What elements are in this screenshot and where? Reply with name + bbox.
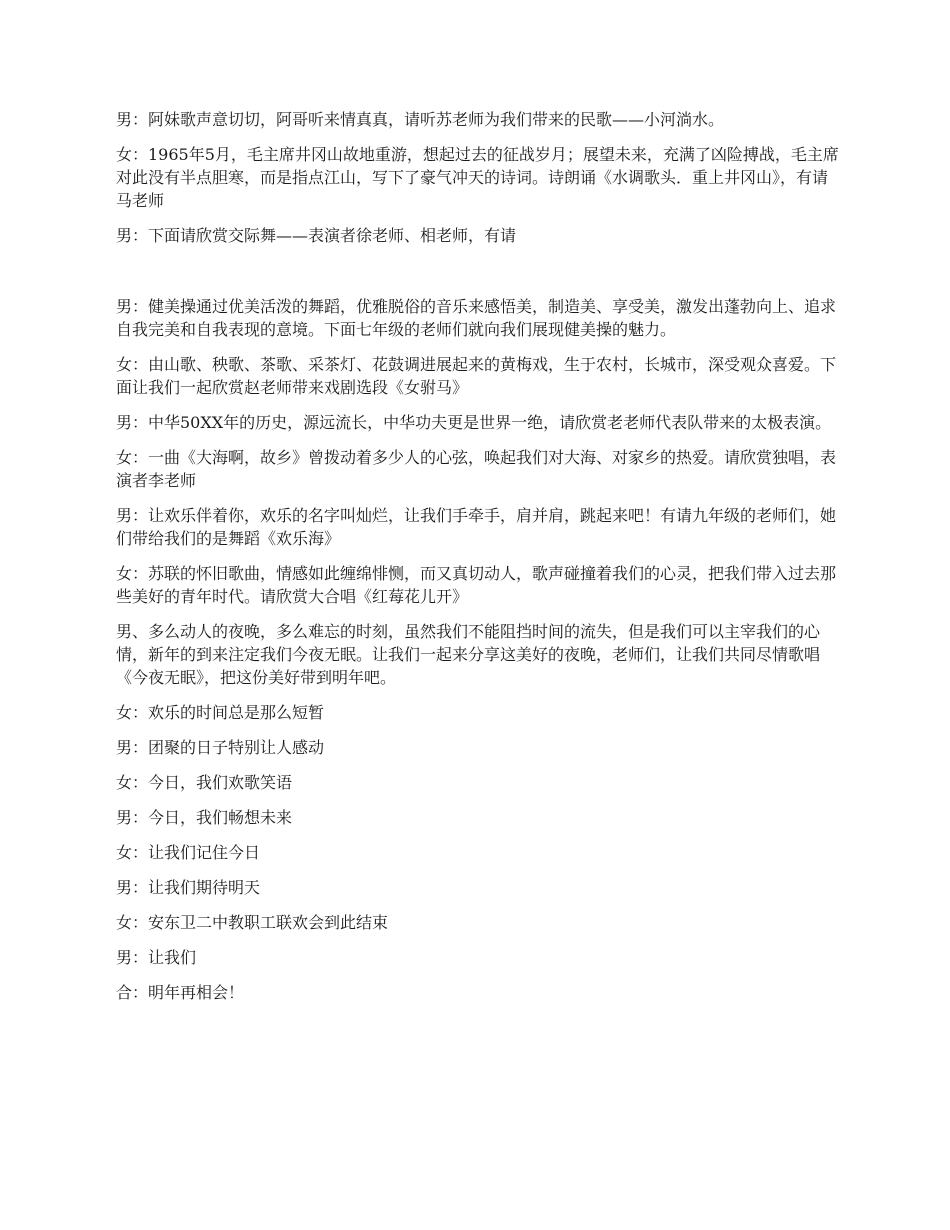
paragraph: 女：欢乐的时间总是那么短暂 (116, 703, 325, 722)
paragraph: 男：今日，我们畅想未来 (116, 808, 293, 827)
paragraph: 男、多么动人的夜晚，多么难忘的时刻，虽然我们不能阻挡时间的流失，但是我们可以主宰我们的心情，新年的到来注定我们今夜无眠。让我们一起来分享这美好的夜晚，老师们，让我们共同尽情歌唱《今夜无眠》，把这份美好带到明年吧。 (116, 622, 821, 687)
paragraph: 女：一曲《大海啊，故乡》曾拨动着多少人的心弦，唤起我们对大海、对家乡的热爱。请欣赏独唱，表演者李老师 (116, 448, 837, 490)
paragraph: 女：1965年5月，毛主席井冈山故地重游，想起过去的征战岁月；展望未来，充满了凶险搏战，毛主席对此没有半点胆寒，而是指点江山，写下了豪气冲天的诗词。诗朗诵《水调歌头．重上井冈山》，有请马老师 (116, 145, 839, 210)
paragraph: 男：健美操通过优美活泼的舞蹈，优雅脱俗的音乐来感悟美，制造美、享受美，激发出蓬勃向上、追求自我完美和自我表现的意境。下面七年级的老师们就向我们展现健美操的魅力。 (116, 297, 837, 339)
document-body (116, 108, 840, 1016)
paragraph: 女：苏联的怀旧歌曲，情感如此缠绵悱恻，而又真切动人，歌声碰撞着我们的心灵，把我们带入过去那些美好的青年时代。请欣赏大合唱《红莓花儿开》 (116, 564, 837, 606)
paragraph: 男：团聚的日子特别让人感动 (116, 738, 325, 757)
paragraph: 合：明年再相会！ (116, 983, 245, 1002)
paragraph: 男：阿妹歌声意切切，阿哥听来情真真，请听苏老师为我们带来的民歌——小河淌水。 (116, 110, 725, 129)
paragraph: 男：中华50XX年的历史，源远流长，中华功夫更是世界一绝，请欣赏老老师代表队带来的太极表演。 (116, 413, 832, 432)
paragraph: 男：让我们 (116, 948, 197, 967)
paragraph: 男：让我们期待明天 (116, 878, 261, 897)
paragraph: 男：下面请欣赏交际舞——表演者徐老师、相老师，有请 (116, 226, 517, 245)
paragraph: 女：今日，我们欢歌笑语 (116, 773, 293, 792)
paragraph: 女：安东卫二中教职工联欢会到此结束 (116, 913, 389, 932)
paragraph: 女：由山歌、秧歌、茶歌、采茶灯、花鼓调进展起来的黄梅戏，生于农村，长城市，深受观众喜爱。下面让我们一起欣赏赵老师带来戏剧选段《女驸马》 (116, 355, 837, 397)
paragraph: 女：让我们记住今日 (116, 843, 261, 862)
paragraph: 男：让欢乐伴着你，欢乐的名字叫灿烂，让我们手牵手，肩并肩，跳起来吧！有请九年级的老师们，她们带给我们的是舞蹈《欢乐海》 (116, 506, 837, 548)
